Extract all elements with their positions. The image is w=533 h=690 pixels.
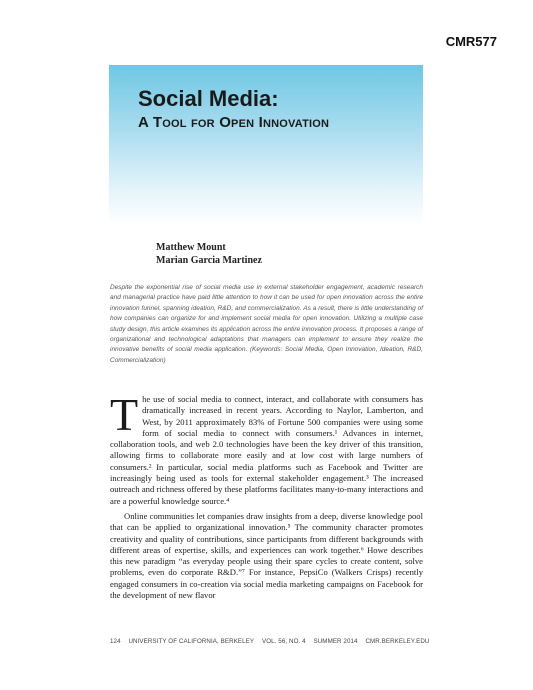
page-number: 124 xyxy=(110,638,121,645)
author-list xyxy=(156,241,262,267)
page-footer xyxy=(110,638,436,645)
article-body xyxy=(110,389,423,601)
journal-name: UNIVERSITY OF CALIFORNIA, BERKELEY xyxy=(128,638,255,645)
body-paragraph: he use of social media to connect, interact, and collaborate with consumers has dramatically increased in recent years. According to Naylor, Lamberton, and West, by 2011 approximately 83% of Fortune 500 companies were using some form of social media to connect with consumers.¹ Advances in internet, collaboration tools, and web 2.0 technologies have been the key driver of this transition, allowing firms to collaborate more easily and at low cost with large numbers of consumers.² In particular, social media platforms such as Facebook and Twitter are increasingly being used as tools for external stakeholder engagement.³ The increased outreach and richness offered by these platforms facilitates many-to-many interactions and are a powerful knowledge source.⁴ xyxy=(110,394,423,506)
body-paragraph: Online communities let companies draw insights from a deep, diverse knowledge pool that can be applied to organizational innovation.⁵ The community character promotes creativity and quality of contributions, since participants from different backgrounds with different areas of expertise, skills, and experiences can work together.⁶ Howe describes this new paradigm “as everyday people using their spare cycles to create content, solve problems, even do corporate R&D.”⁷ For instance, PepsiCo (Walkers Crisps) recently engaged consumers in co-creation via social media marketing campaigns on Facebook for the development of new flavor xyxy=(110,510,423,601)
author-name: Matthew Mount xyxy=(156,242,226,253)
article-subtitle: A Tool for Open Innovation xyxy=(138,114,330,131)
drop-cap: T xyxy=(110,389,139,440)
article-title: Social Media: xyxy=(138,86,279,111)
journal-issue: SUMMER 2014 xyxy=(313,638,358,645)
abstract: Despite the exponential rise of social media use in external stakeholder engagement, academic research and managerial practice have paid little attention to how it can be used for open innovation across the entire innovation funnel, spanning ideation, R&D, and commercialization. As a result, there is little understanding of how companies can organize for and implement social media for open innovation. Utilizing a multiple case study design, this article examines its application across the entire innovation process. It proposes a range of organizational and technological adaptations that managers can implement to ensure they realize the innovative benefits of social media application. (Keywords: Social Media, Open Innovation, Ideation, R&D, Commercialization) xyxy=(110,284,423,364)
journal-volume: VOL. 56, NO. 4 xyxy=(261,638,306,645)
author-name: Marian Garcia Martinez xyxy=(156,255,262,266)
article-code: CMR577 xyxy=(445,34,497,49)
journal-url[interactable]: CMR.BERKELEY.EDU xyxy=(365,638,430,645)
